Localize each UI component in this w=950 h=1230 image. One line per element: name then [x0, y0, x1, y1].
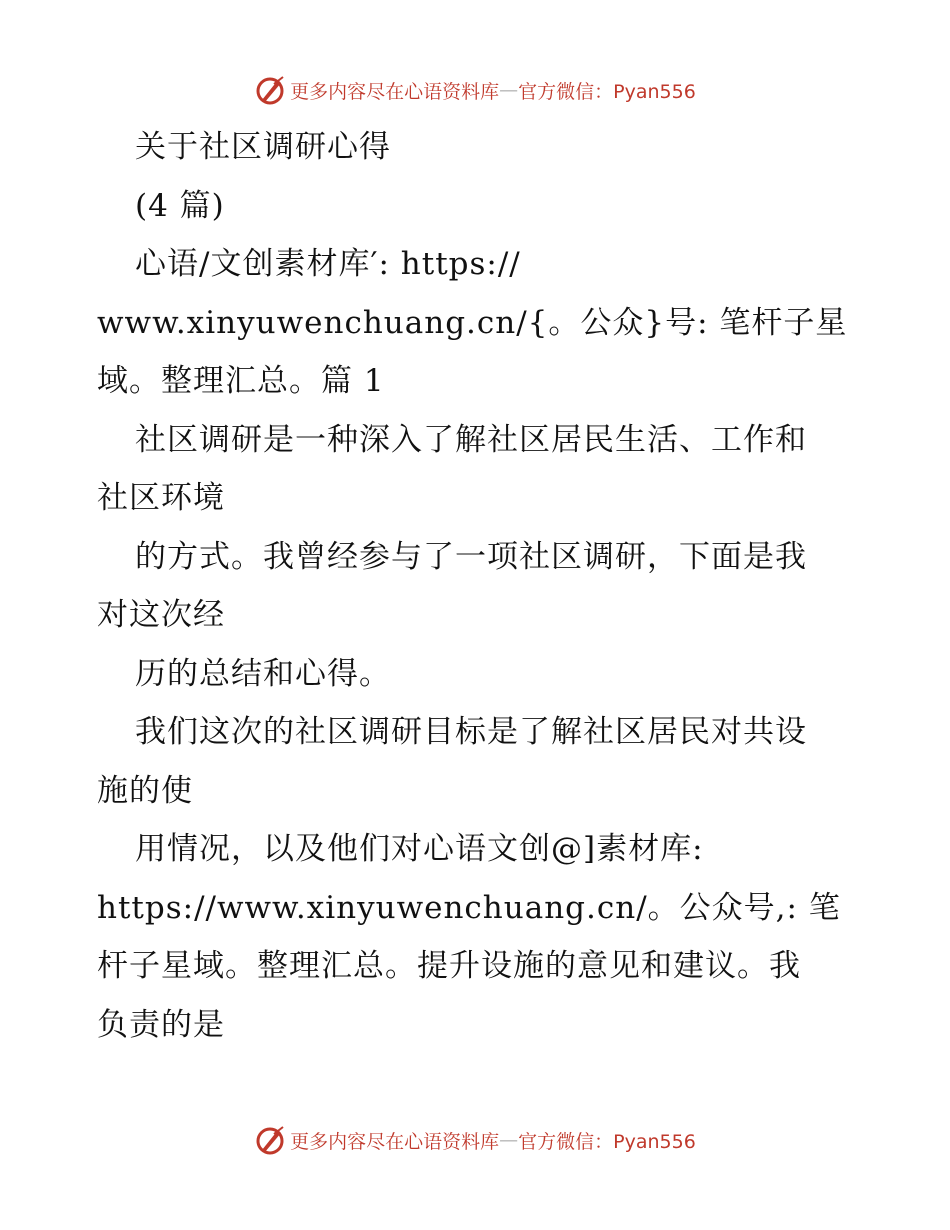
doc-line: 的方式。我曾经参与了一项社区调研，下面是我: [135, 538, 807, 575]
doc-line: 对这次经: [97, 597, 225, 633]
doc-subtitle: (4 篇): [135, 187, 225, 224]
doc-line: 施的使: [97, 772, 193, 809]
quill-logo-icon: [254, 74, 286, 106]
doc-line: 心语/文创素材库′: https://: [135, 246, 521, 282]
doc-line: 社区环境: [97, 480, 225, 516]
banner-text: 更多内容尽在心语资料库: [290, 80, 500, 103]
banner-official-account: 官方微信：Pyan556: [518, 1130, 696, 1153]
banner-official-account: 官方微信：Pyan556: [518, 80, 696, 103]
doc-title: 关于社区调研心得: [135, 129, 391, 165]
doc-line: 社区调研是一种深入了解社区居民生活、工作和: [135, 421, 807, 458]
banner-text: 更多内容尽在心语资料库: [290, 1130, 500, 1153]
banner-separator: —: [499, 79, 519, 101]
document-body: [97, 118, 857, 1054]
doc-line: 用情况，以及他们对心语文创@]素材库:: [135, 831, 704, 867]
header-banner: [0, 70, 950, 110]
doc-line: 负责的是: [97, 1006, 225, 1043]
quill-logo-icon: [254, 1124, 286, 1156]
banner-separator: —: [499, 1129, 519, 1151]
footer-banner: [0, 1120, 950, 1160]
doc-line: 历的总结和心得。: [135, 655, 391, 692]
doc-line: 域。整理汇总。篇 1: [97, 363, 385, 399]
doc-line: https://www.xinyuwenchuang.cn/。公众号,: 笔: [97, 889, 841, 926]
doc-line: 我们这次的社区调研目标是了解社区居民对共设: [135, 714, 807, 750]
doc-line: www.xinyuwenchuang.cn/{。公众}号: 笔杆子星: [97, 304, 848, 341]
doc-line: 杆子星域。整理汇总。提升设施的意见和建议。我: [97, 948, 801, 984]
